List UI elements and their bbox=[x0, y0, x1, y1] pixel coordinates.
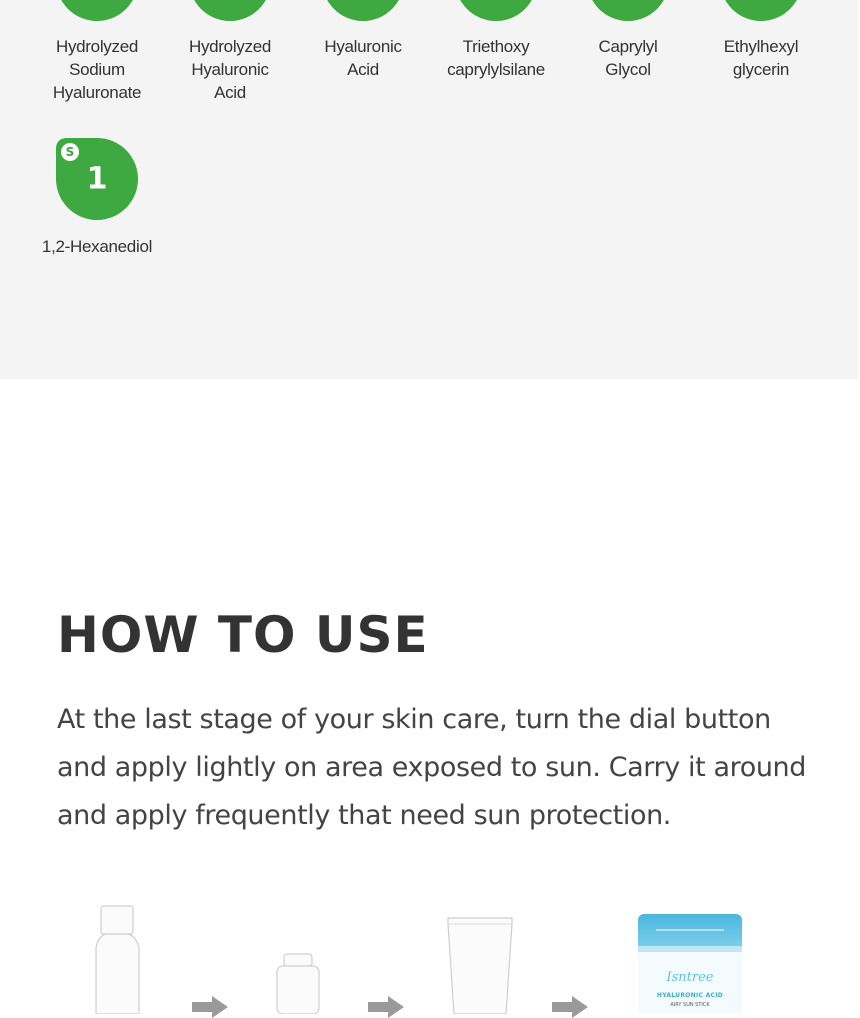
cream-tube-image bbox=[444, 916, 516, 1014]
ingredient-name: Hydrolyzed Hyaluronic Acid bbox=[188, 37, 272, 102]
ingredient-name: 1,2-Hexanediol bbox=[41, 237, 153, 256]
ingredient-score: 1 bbox=[86, 161, 108, 197]
serum-bottle-image bbox=[272, 952, 324, 1014]
ingredient-name: Hyaluronic Acid bbox=[324, 37, 402, 79]
product-label-line2: AIRY SUN STICK bbox=[670, 1002, 710, 1008]
ingredient-name: Hydrolyzed Sodium Hyaluronate bbox=[52, 37, 142, 102]
ingredient-name: Caprylyl Glycol bbox=[598, 37, 658, 79]
ingredient-score-badge bbox=[322, 0, 404, 21]
ingredient-score-badge bbox=[720, 0, 802, 21]
how-to-use-description: At the last stage of your skin care, turn the dial button and apply lightly on area exposed to sun. Carry it around and apply frequently that need sun protection. bbox=[57, 704, 806, 831]
how-to-use-title: HOW TO USE bbox=[57, 606, 429, 664]
ingredient-score-badge bbox=[56, 0, 138, 21]
ingredient-score-badge bbox=[587, 0, 669, 21]
ingredient-score-badge bbox=[189, 0, 271, 21]
brand-logo: Isntree bbox=[666, 970, 714, 985]
ingredients-section bbox=[0, 0, 858, 379]
ingredient-score-badge bbox=[56, 138, 138, 220]
product-label-line1: HYALURONIC ACID bbox=[656, 992, 724, 999]
ingredient-name: Triethoxy caprylylsilane bbox=[447, 37, 545, 79]
ingredient-name: Ethylhexyl glycerin bbox=[723, 37, 799, 79]
safe-mark-icon: S bbox=[61, 143, 79, 161]
usage-steps bbox=[0, 880, 860, 1013]
toner-bottle-image bbox=[84, 904, 154, 1014]
ingredient-score-badge bbox=[455, 0, 537, 21]
sun-stick-product-image bbox=[636, 912, 744, 1013]
